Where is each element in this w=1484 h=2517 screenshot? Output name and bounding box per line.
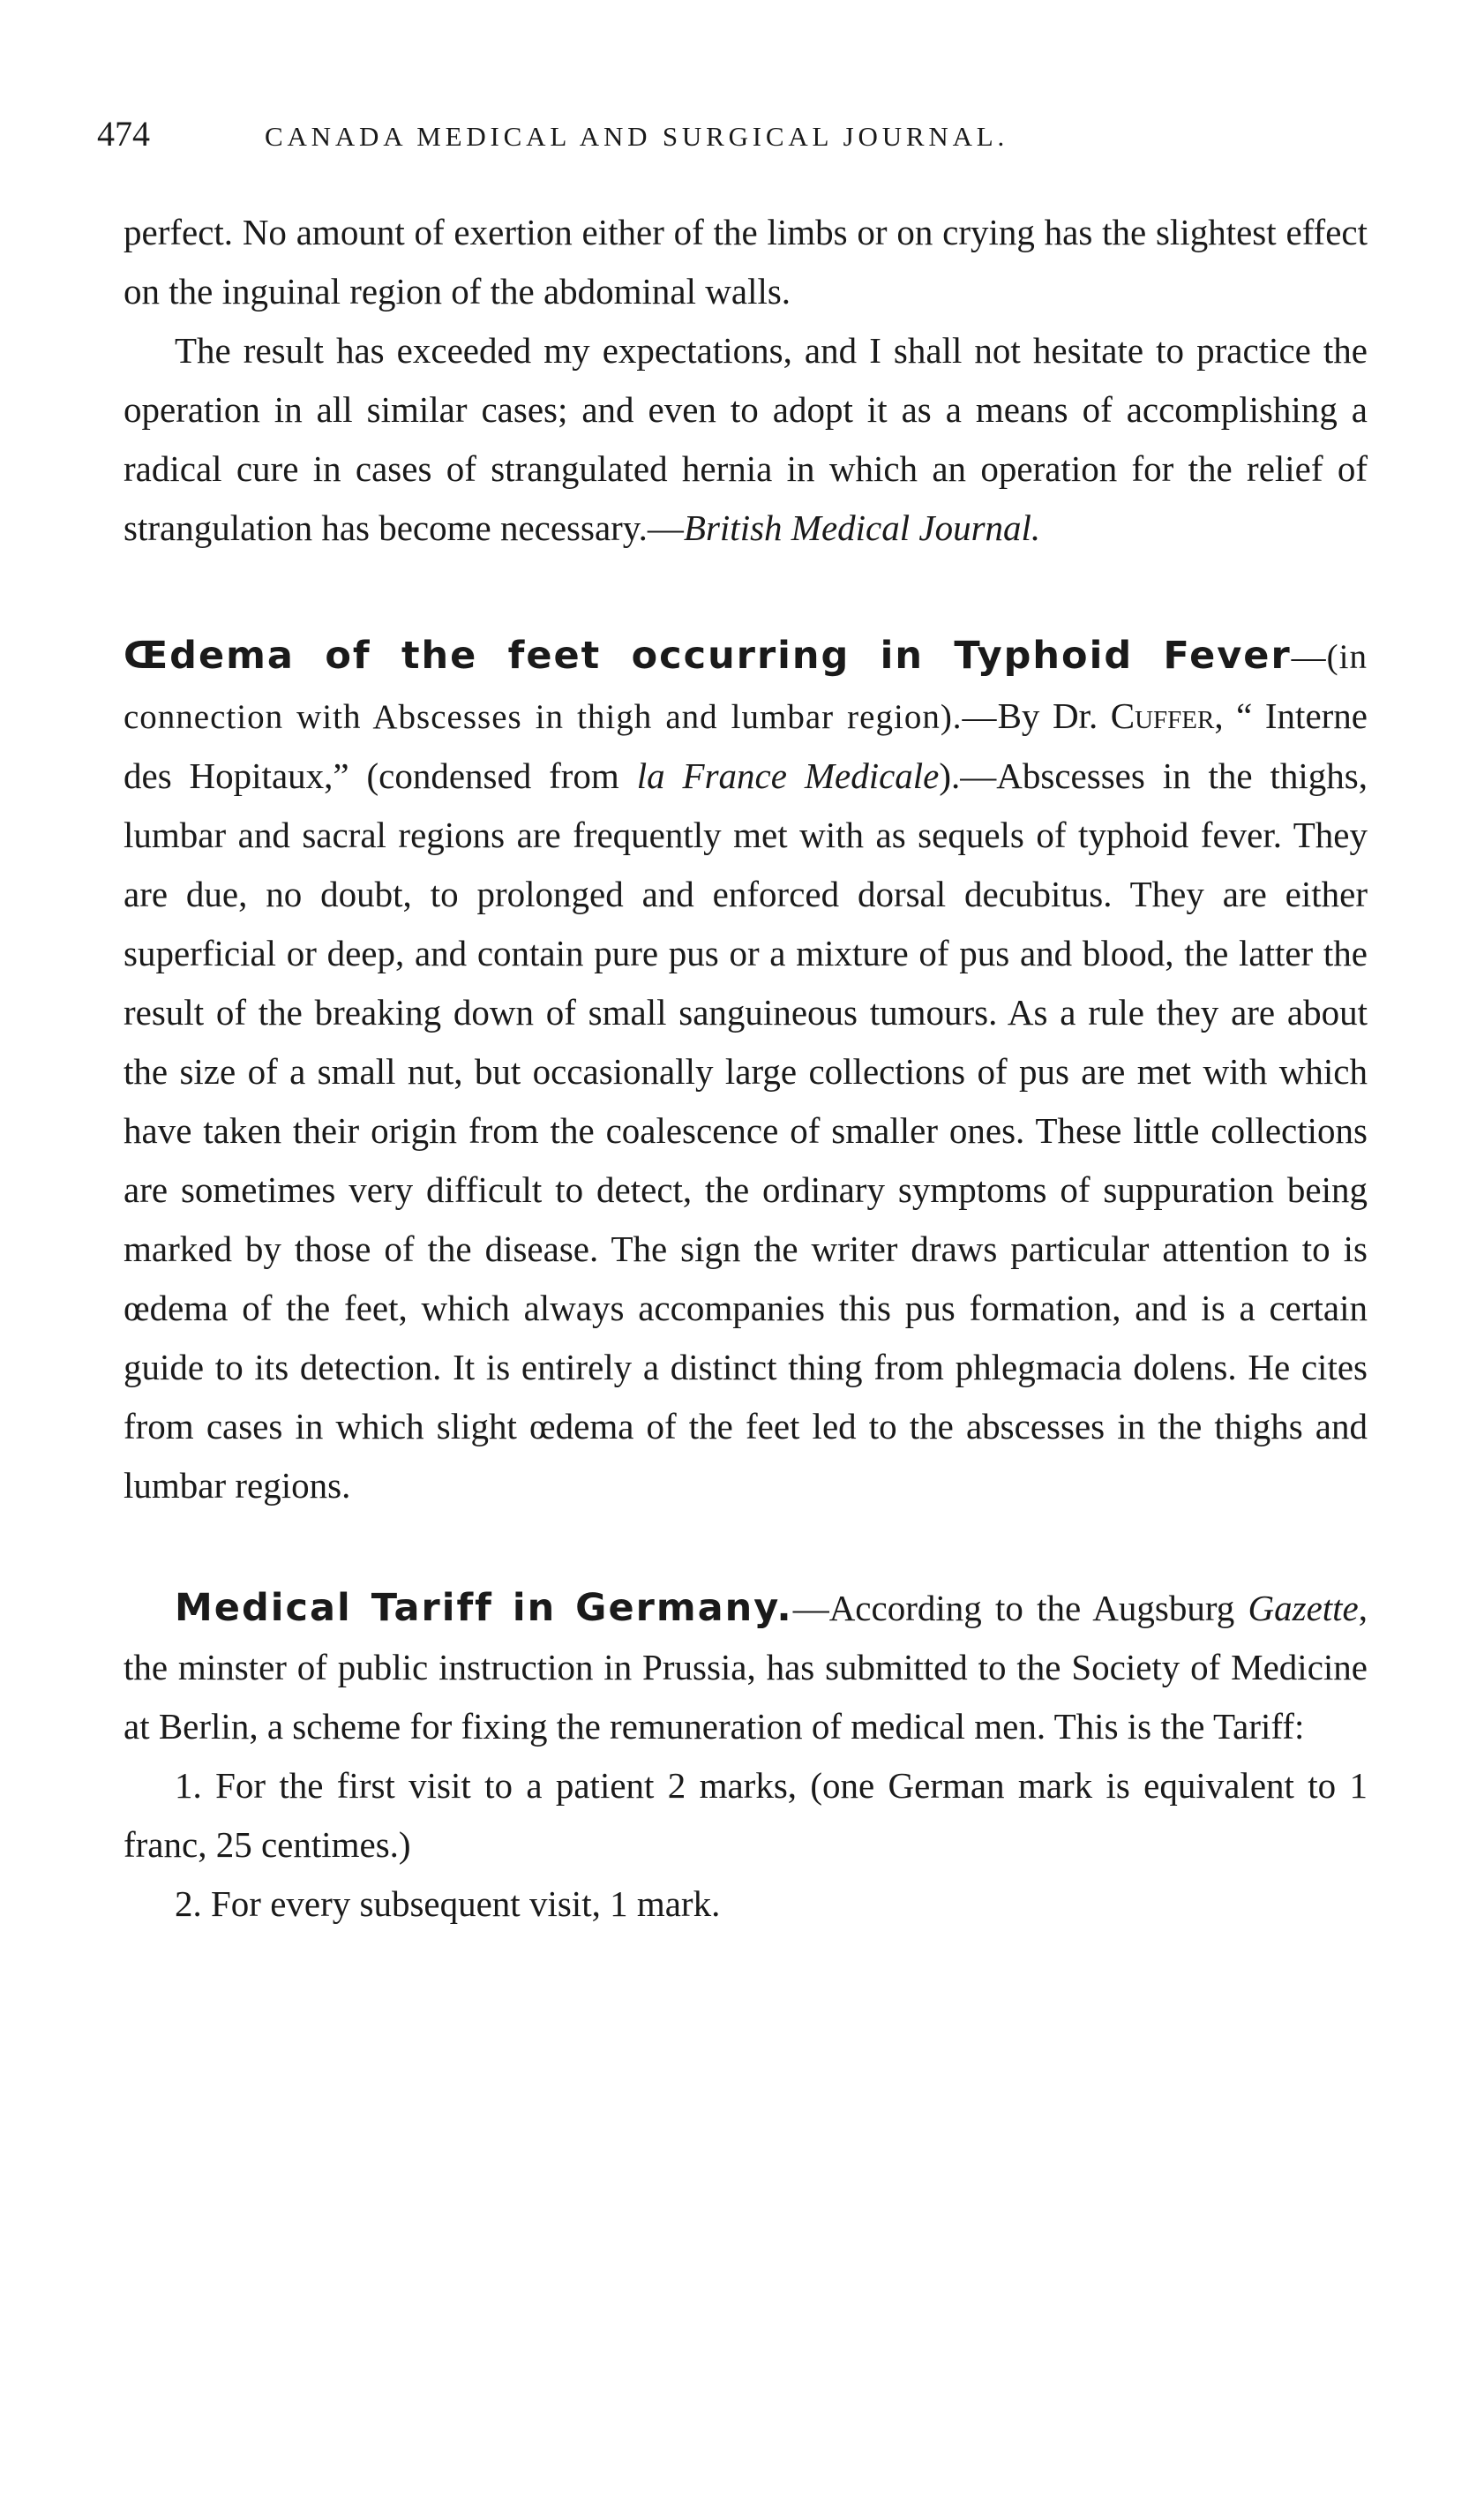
article-body: Abscesses in the thighs, lumbar and sacral regions are frequently met with as sequels of typhoid fever. They are due, no doubt, to prolonged and enforced dorsal decubitus. They are either superficial or deep, and contain pure pus or a mixture of pus and blood, the latter the result of the breaking down of small sanguineous tumours. As a rule they are about the size of a small nut, but occasionally large collections of pus are met with which have taken their origin from the coalescence of smaller ones. These little collections are sometimes very difficult to detect, the ordinary symptoms of suppuration being marked by those of the disease. The sign the writer draws particular attention to is œdema of the feet, which always accompanies this pus formation, and is a certain guide to its detection. It is entirely a distinct thing from phlegmacia dolens. He cites from cases in which slight œdema of the feet led to the abscesses in the thighs and lumbar regions. [124,755,1368,1506]
tariff-item-1: 1. For the first visit to a patient 2 marks, (one German mark is equivalent to 1 franc, 25 centimes.) [124,1765,1368,1865]
tariff-item-2: 2. For every subsequent visit, 1 mark. [175,1883,721,1924]
paragraph-text: perfect. No amount of exertion either of the limbs or on crying has the slightest effect on the inguinal region of the abdominal walls. [124,212,1368,312]
paragraph-result [124,321,1368,558]
author-name: Cuffer [1110,695,1215,736]
running-head [97,113,1385,154]
byline-prefix: By Dr. [997,695,1111,736]
page-body [124,203,1368,1934]
article-heading: Medical Tariff in Germany. [175,1586,793,1630]
paragraph-continued [124,203,1368,321]
article-oedema [124,627,1368,1515]
paragraph-text: The result has exceeded my expectations, and I shall not hesitate to practice the operation in all similar cases; and even to adopt it as a means of accomplishing a radical cure in cases of strangulated hernia in which an operation for the relief of strangulation has become necessary.— [124,330,1368,548]
article-heading: Œdema of the feet occurring in Typhoid Fever [124,634,1292,678]
article-tariff [124,1579,1368,1756]
source-publication: la France Medicale [636,755,940,796]
article-body: , the minster of public instruction in Prussia, has submitted to the Society of Medicine at Berlin, a scheme for fixing the remuneration of medical men. This is the Tariff: [124,1588,1368,1747]
article-subheading: —(in connection with Abscesses in thigh and lumbar region).— [124,638,1368,736]
source-citation: British Medical Journal. [683,507,1041,548]
journal-title: CANADA MEDICAL AND SURGICAL JOURNAL. [265,121,1009,152]
author-title: , “ Interne des Hopitaux,” (condensed from [124,695,1368,796]
intro-prefix: —According to the Augsburg [792,1588,1248,1628]
page-number: 474 [97,114,150,154]
intro-tail: ).— [939,755,997,796]
source-publication: Gazette [1248,1588,1359,1628]
